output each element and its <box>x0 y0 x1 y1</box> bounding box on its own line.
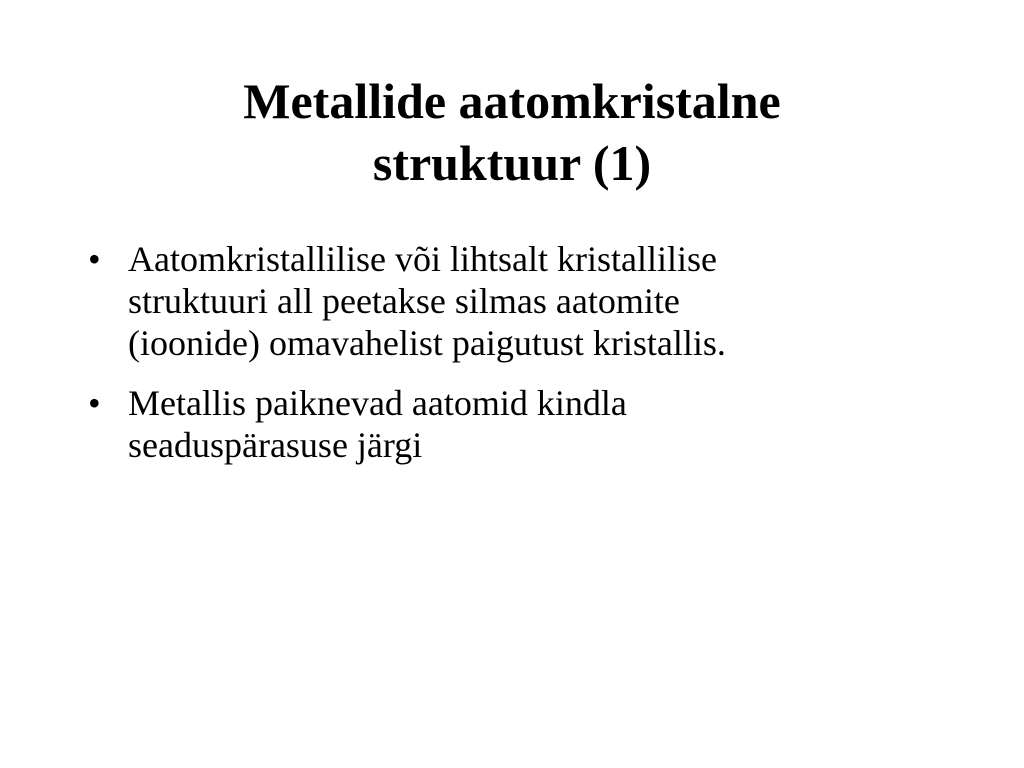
bullet-2-line-1: Metallis paiknevad aatomid kindla <box>128 383 627 423</box>
bullet-icon: • <box>88 239 101 279</box>
slide-title <box>0 70 1024 194</box>
bullet-icon: • <box>88 383 101 423</box>
slide-title-line-1: Metallide aatomkristalne <box>243 73 781 129</box>
bullet-list <box>88 238 948 484</box>
slide-title-line-2: struktuur (1) <box>372 135 652 191</box>
bullet-1-line-1: Aatomkristallilise või lihtsalt kristallilise <box>128 239 717 279</box>
bullet-2-line-2: seaduspärasuse järgi <box>128 425 423 465</box>
bullet-item-2 <box>88 382 948 466</box>
bullet-1-line-3: (ioonide) omavahelist paigutust kristallis. <box>128 323 726 363</box>
bullet-1-line-2: struktuuri all peetakse silmas aatomite <box>128 281 680 321</box>
bullet-item-1 <box>88 238 948 364</box>
